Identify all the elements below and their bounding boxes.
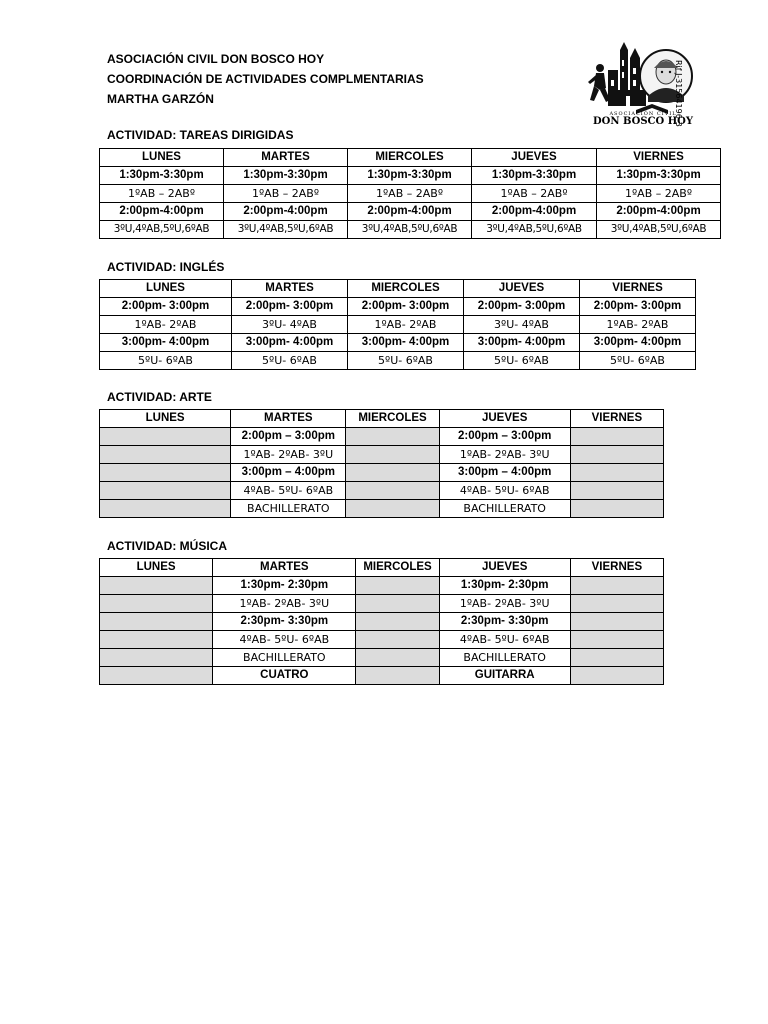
table-cell: 4ºAB- 5ºU- 6ºAB — [439, 482, 570, 500]
header-miercoles: MIERCOLES — [356, 559, 439, 577]
table-row — [100, 649, 664, 667]
table-cell: 2:00pm- 3:00pm — [348, 298, 464, 316]
table-header-row — [100, 280, 696, 298]
table-cell: 3ºU,4ºAB,5ºU,6ºAB — [348, 221, 472, 239]
table-row — [100, 500, 664, 518]
header-miercoles: MIERCOLES — [348, 280, 464, 298]
table-cell: BACHILLERATO — [213, 649, 356, 667]
empty-cell — [570, 613, 663, 631]
coordinator-name: MARTHA GARZÓN — [107, 92, 214, 106]
table-cell: 4ºAB- 5ºU- 6ºAB — [231, 482, 346, 500]
table-cell: 1:30pm- 2:30pm — [439, 577, 570, 595]
empty-cell — [100, 446, 231, 464]
empty-cell — [100, 428, 231, 446]
table-row — [100, 482, 664, 500]
header-jueves: JUEVES — [464, 280, 580, 298]
table-cell: BACHILLERATO — [231, 500, 346, 518]
table-row — [100, 613, 664, 631]
header-lunes: LUNES — [100, 149, 224, 167]
empty-cell — [356, 649, 439, 667]
header-martes: MARTES — [224, 149, 348, 167]
table-row — [100, 595, 664, 613]
table-header-row — [100, 149, 721, 167]
empty-cell — [100, 577, 213, 595]
empty-cell — [570, 595, 663, 613]
table-row — [100, 464, 664, 482]
table-cell: 3ºU,4ºAB,5ºU,6ºAB — [597, 221, 721, 239]
header-martes: MARTES — [231, 410, 346, 428]
table-cell: 3ºU,4ºAB,5ºU,6ºAB — [472, 221, 597, 239]
coordination-title: COORDINACIÓN DE ACTIVIDADES COMPLMENTARIAS — [107, 72, 424, 86]
empty-cell — [346, 428, 439, 446]
table-cell: 4ºAB- 5ºU- 6ºAB — [439, 631, 570, 649]
table-cell: 1ºAB – 2ABº — [100, 185, 224, 203]
header-martes: MARTES — [213, 559, 356, 577]
empty-cell — [346, 482, 439, 500]
header-viernes: VIERNES — [597, 149, 721, 167]
table-cell: 3ºU,4ºAB,5ºU,6ºAB — [224, 221, 348, 239]
table-cell: CUATRO — [213, 667, 356, 685]
table-cell: 2:30pm- 3:30pm — [439, 613, 570, 631]
table-cell: 3:00pm – 4:00pm — [439, 464, 570, 482]
empty-cell — [100, 464, 231, 482]
header-lunes: LUNES — [100, 559, 213, 577]
table-cell: 1ºAB- 2ºAB- 3ºU — [213, 595, 356, 613]
table-cell: 1ºAB- 2ºAB — [100, 316, 232, 334]
table-cell: 1ºAB- 2ºAB- 3ºU — [439, 595, 570, 613]
table-cell: 2:30pm- 3:30pm — [213, 613, 356, 631]
musica-title: ACTIVIDAD: MÚSICA — [107, 539, 227, 553]
table-cell: 1:30pm-3:30pm — [472, 167, 597, 185]
table-row — [100, 577, 664, 595]
table-cell: 3:00pm- 4:00pm — [232, 334, 348, 352]
header-jueves: JUEVES — [439, 410, 570, 428]
header-miercoles: MIERCOLES — [346, 410, 439, 428]
arte-table — [99, 409, 664, 518]
ingles-table — [99, 279, 696, 370]
table-cell: 5ºU- 6ºAB — [100, 352, 232, 370]
table-row — [100, 667, 664, 685]
table-row — [100, 334, 696, 352]
empty-cell — [570, 464, 663, 482]
empty-cell — [100, 649, 213, 667]
table-cell: 5ºU- 6ºAB — [580, 352, 696, 370]
table-cell: 5ºU- 6ºAB — [464, 352, 580, 370]
arte-title: ACTIVIDAD: ARTE — [107, 390, 212, 404]
table-row — [100, 185, 721, 203]
table-cell: 1:30pm- 2:30pm — [213, 577, 356, 595]
header-viernes: VIERNES — [580, 280, 696, 298]
table-row — [100, 428, 664, 446]
table-cell: 2:00pm-4:00pm — [472, 203, 597, 221]
empty-cell — [100, 631, 213, 649]
empty-cell — [356, 667, 439, 685]
table-cell: BACHILLERATO — [439, 649, 570, 667]
empty-cell — [356, 577, 439, 595]
empty-cell — [100, 595, 213, 613]
musica-table — [99, 558, 664, 685]
table-cell: 2:00pm- 3:00pm — [232, 298, 348, 316]
header-lunes: LUNES — [100, 280, 232, 298]
header-jueves: JUEVES — [472, 149, 597, 167]
table-cell: 2:00pm- 3:00pm — [580, 298, 696, 316]
tareas-title: ACTIVIDAD: TAREAS DIRIGIDAS — [107, 128, 294, 142]
table-header-row — [100, 559, 664, 577]
header-martes: MARTES — [232, 280, 348, 298]
empty-cell — [570, 649, 663, 667]
header-jueves: JUEVES — [439, 559, 570, 577]
table-cell: 1ºAB- 2ºAB- 3ºU — [439, 446, 570, 464]
table-cell: 1ºAB- 2ºAB- 3ºU — [231, 446, 346, 464]
tareas-table — [99, 148, 721, 239]
empty-cell — [346, 446, 439, 464]
table-cell: 1ºAB – 2ABº — [224, 185, 348, 203]
empty-cell — [570, 428, 663, 446]
empty-cell — [346, 464, 439, 482]
empty-cell — [356, 613, 439, 631]
header-lunes: LUNES — [100, 410, 231, 428]
table-row — [100, 631, 664, 649]
empty-cell — [570, 482, 663, 500]
logo-org-small: ASOCIACIÓN CIVIL — [609, 111, 677, 117]
header-viernes: VIERNES — [570, 559, 663, 577]
header-miercoles: MIERCOLES — [348, 149, 472, 167]
document-header — [107, 49, 424, 109]
table-cell: 3ºU- 4ºAB — [464, 316, 580, 334]
table-cell: 1:30pm-3:30pm — [224, 167, 348, 185]
empty-cell — [570, 577, 663, 595]
table-cell: 3:00pm- 4:00pm — [580, 334, 696, 352]
org-name: ASOCIACIÓN CIVIL DON BOSCO HOY — [107, 52, 325, 66]
table-row — [100, 167, 721, 185]
table-cell: 1:30pm-3:30pm — [100, 167, 224, 185]
empty-cell — [356, 595, 439, 613]
table-cell: 3:00pm – 4:00pm — [231, 464, 346, 482]
table-cell: 2:00pm- 3:00pm — [100, 298, 232, 316]
table-cell: 2:00pm – 3:00pm — [439, 428, 570, 446]
empty-cell — [570, 667, 663, 685]
empty-cell — [570, 631, 663, 649]
table-cell: GUITARRA — [439, 667, 570, 685]
table-cell: 3:00pm- 4:00pm — [348, 334, 464, 352]
header-viernes: VIERNES — [570, 410, 663, 428]
ingles-title: ACTIVIDAD: INGLÉS — [107, 260, 225, 274]
empty-cell — [570, 446, 663, 464]
table-cell: 2:00pm – 3:00pm — [231, 428, 346, 446]
table-cell: 2:00pm-4:00pm — [100, 203, 224, 221]
empty-cell — [346, 500, 439, 518]
empty-cell — [100, 667, 213, 685]
empty-cell — [100, 613, 213, 631]
table-cell: 3ºU- 4ºAB — [232, 316, 348, 334]
table-cell: 2:00pm-4:00pm — [597, 203, 721, 221]
table-cell: 2:00pm-4:00pm — [348, 203, 472, 221]
empty-cell — [100, 500, 231, 518]
table-cell: BACHILLERATO — [439, 500, 570, 518]
table-cell: 3ºU,4ºAB,5ºU,6ºAB — [100, 221, 224, 239]
table-row — [100, 316, 696, 334]
table-row — [100, 203, 721, 221]
logo-org-big: DON BOSCO HOY — [592, 116, 694, 127]
empty-cell — [356, 631, 439, 649]
table-cell: 5ºU- 6ºAB — [348, 352, 464, 370]
table-cell: 1ºAB- 2ºAB — [348, 316, 464, 334]
table-cell: 3:00pm- 4:00pm — [464, 334, 580, 352]
table-cell: 5ºU- 6ºAB — [232, 352, 348, 370]
empty-cell — [100, 482, 231, 500]
table-cell: 1ºAB- 2ºAB — [580, 316, 696, 334]
table-cell: 1:30pm-3:30pm — [597, 167, 721, 185]
table-cell: 4ºAB- 5ºU- 6ºAB — [213, 631, 356, 649]
table-cell: 1:30pm-3:30pm — [348, 167, 472, 185]
table-cell: 1ºAB – 2ABº — [348, 185, 472, 203]
table-cell: 2:00pm-4:00pm — [224, 203, 348, 221]
table-row — [100, 352, 696, 370]
table-header-row — [100, 410, 664, 428]
table-cell: 3:00pm- 4:00pm — [100, 334, 232, 352]
empty-cell — [570, 500, 663, 518]
table-cell: 1ºAB – 2ABº — [472, 185, 597, 203]
table-cell: 2:00pm- 3:00pm — [464, 298, 580, 316]
table-row — [100, 446, 664, 464]
rif-number: Rif J-31564196-3 — [674, 60, 683, 127]
table-row — [100, 221, 721, 239]
table-row — [100, 298, 696, 316]
table-cell: 1ºAB – 2ABº — [597, 185, 721, 203]
